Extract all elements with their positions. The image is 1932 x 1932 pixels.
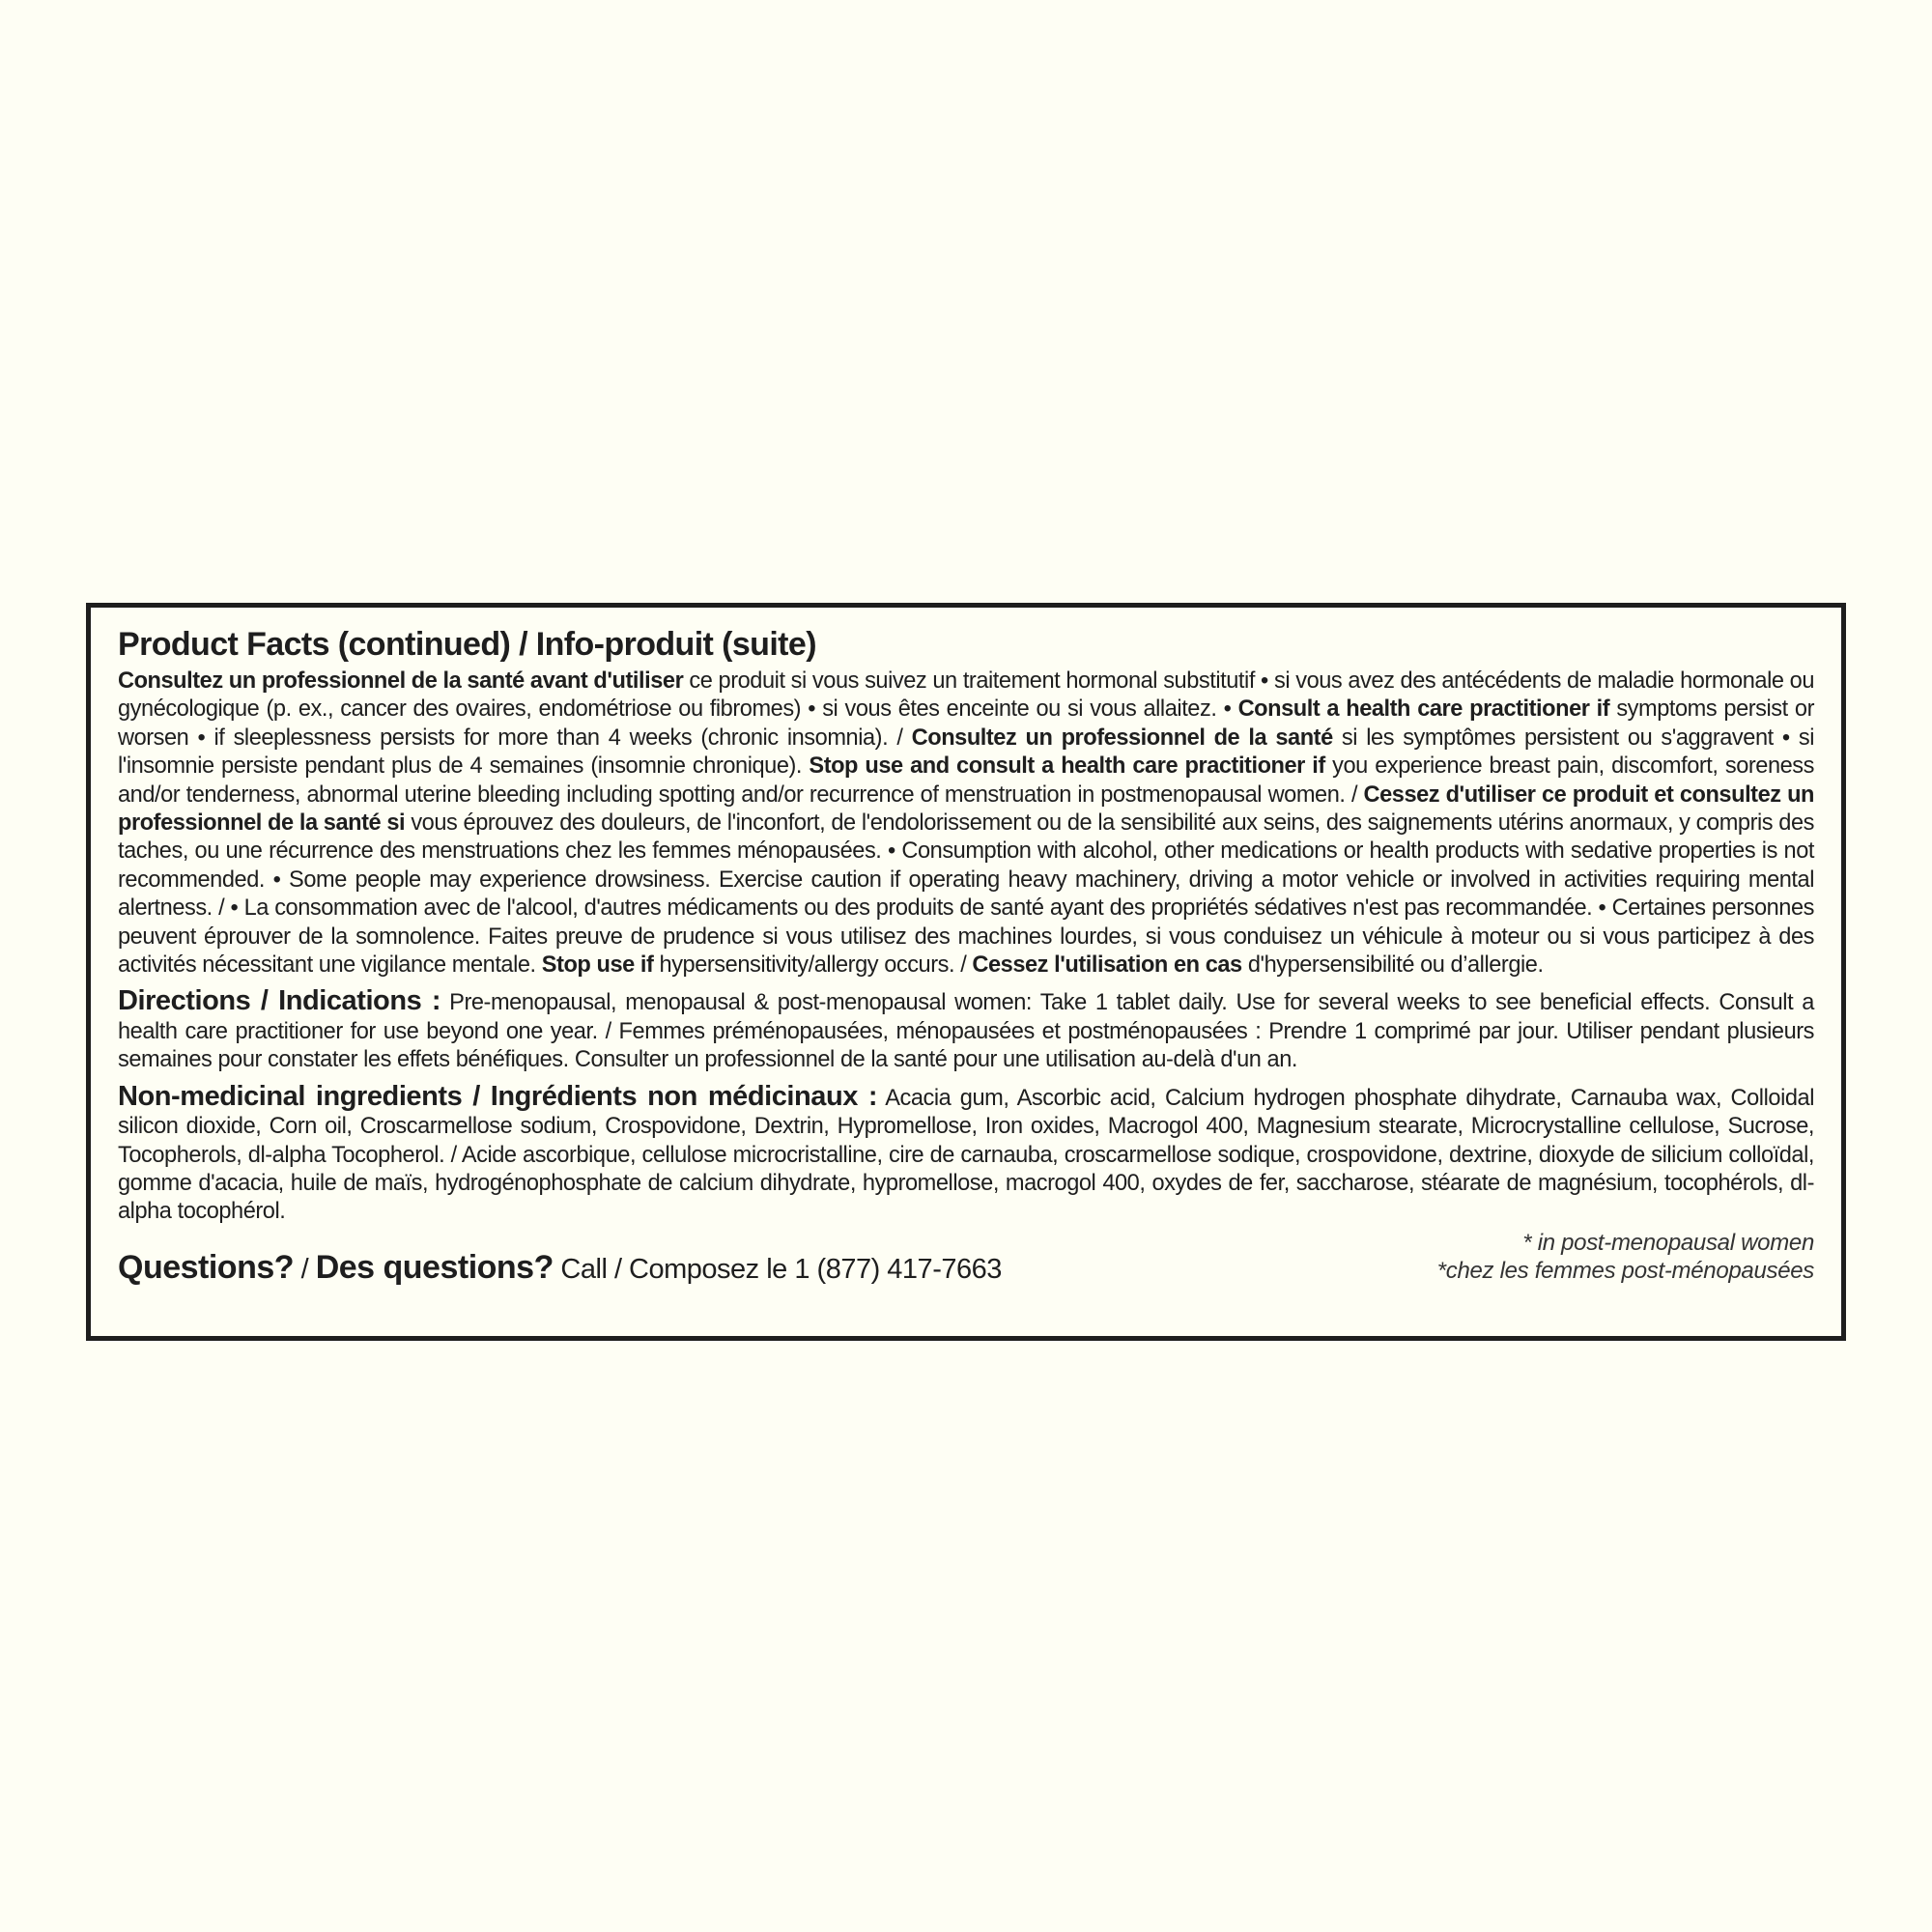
- warning-bold-3: Consultez un professionnel de la santé: [911, 724, 1333, 751]
- warning-bold-4: Stop use and consult a health care practitioner if: [809, 753, 1325, 780]
- warning-text-3: si les symptômes persistent ou s'aggravent • si l'insomnie persiste pendant plus de 4 semaines (insomnie chronique).: [118, 724, 1815, 780]
- warning-bold-7: Cessez l'utilisation en cas: [972, 952, 1242, 979]
- warning-text-7: d'hypersensibilité ou d’allergie.: [1241, 952, 1544, 979]
- warning-text-4: you experience breast pain, discomfort, soreness and/or tenderness, abnormal uterine bleeding including spotting and/or recurrence of menstruation in postmenopausal women. /: [118, 753, 1815, 808]
- directions-heading: Directions / Indications :: [118, 985, 441, 1017]
- directions-text: Pre-menopausal, menopausal & post-menopausal women: Take 1 tablet daily. Use for several weeks to see beneficial effects. Consult a health care practitioner for use beyond one year. / Femmes préménopausées, ménopausées et postménopausées : Prendre 1 comprimé par jour. Utiliser pendant plusieurs semaines pour constater les effets bénéfiques. Consulter un professionnel de la santé pour une utilisation au-delà d'un an.: [118, 990, 1814, 1073]
- warning-bold-1: Consultez un professionnel de la santé avant d'utiliser: [118, 668, 684, 694]
- warning-text-2: symptoms persist or worsen • if sleeplessness persists for more than 4 weeks (chronic insomnia). /: [118, 696, 1814, 751]
- warning-text-6: hypersensitivity/allergy occurs. /: [653, 952, 973, 979]
- warning-text-1: ce produit si vous suivez un traitement hormonal substitutif • si vous avez des antécédents de maladie hormonale ou gynécologique (p. ex., cancer des ovaires, endométriose ou fibromes) • si vous êtes enceinte ou si vous allaitez. •: [118, 668, 1814, 723]
- ingredients-paragraph: [118, 1080, 1814, 1227]
- questions-fr: Des questions?: [315, 1248, 554, 1286]
- questions-line: [118, 1250, 1002, 1287]
- warning-text-5: vous éprouvez des douleurs, de l'inconfort, de l'endolorissement ou de la sensibilité aux seins, des saignements utérins anormaux, y compris des taches, ou une récurrence des menstruations chez les femmes ménopausées. • Consumption with alcohol, other medications or health products with sedative properties is not recommended. • Some people may experience drowsiness. Exercise caution if operating heavy machinery, driving a motor vehicle or involved in activities requiring mental alertness. / • La consommation avec de l'alcool, d'autres médicaments ou des produits de santé ayant des propriétés sédatives n'est pas recommandée. • Certaines personnes peuvent éprouver de la somnolence. Faites preuve de prudence si vous utilisez des machines lourdes, si vous conduisez un véhicule à moteur ou si vous participez à des activités nécessitant une vigilance mentale.: [118, 810, 1814, 979]
- warning-bold-2: Consult a health care practitioner if: [1237, 696, 1610, 723]
- panel-title: Product Facts (continued) / Info-produit (suite): [118, 626, 816, 663]
- bottom-row: [118, 1229, 1814, 1302]
- ingredients-text: Acacia gum, Ascorbic acid, Calcium hydrogen phosphate dihydrate, Carnauba wax, Colloidal silicon dioxide, Corn oil, Croscarmellose sodium, Crospovidone, Dextrin, Hypromellose, Iron oxides, Macrogol 400, Magnesium stearate, Microcrystalline cellulose, Sucrose, Tocopherols, dl-alpha Tocopherol. / Acide ascorbique, cellulose microcristalline, cire de carnauba, croscarmellose sodique, crospovidone, dextrine, dioxyde de silicium colloïdal, gomme d'acacia, huile de maïs, hydrogénophosphate de calcium dihydrate, hypromellose, macrogol 400, oxydes de fer, saccharose, stéarate de magnésium, tocophérols, dl-alpha tocophérol.: [118, 1085, 1814, 1225]
- questions-en: Questions?: [118, 1248, 295, 1286]
- phone-text: Call / Composez le 1 (877) 417-7663: [553, 1253, 1002, 1285]
- ingredients-heading: Non-medicinal ingredients / Ingrédients non médicinaux :: [118, 1080, 878, 1112]
- footnotes: [1437, 1229, 1814, 1285]
- warning-bold-5: Cessez d'utiliser ce produit et consultez un professionnel de la santé si: [118, 781, 1814, 837]
- questions-separator: /: [294, 1253, 316, 1285]
- directions-paragraph: [118, 987, 1814, 1074]
- footnote-fr: *chez les femmes post-ménopausées: [1436, 1257, 1814, 1284]
- product-facts-panel: [86, 603, 1846, 1341]
- footnote-en: * in post-menopausal women: [1522, 1229, 1814, 1256]
- warnings-paragraph: [118, 668, 1814, 980]
- warning-bold-6: Stop use if: [541, 952, 654, 979]
